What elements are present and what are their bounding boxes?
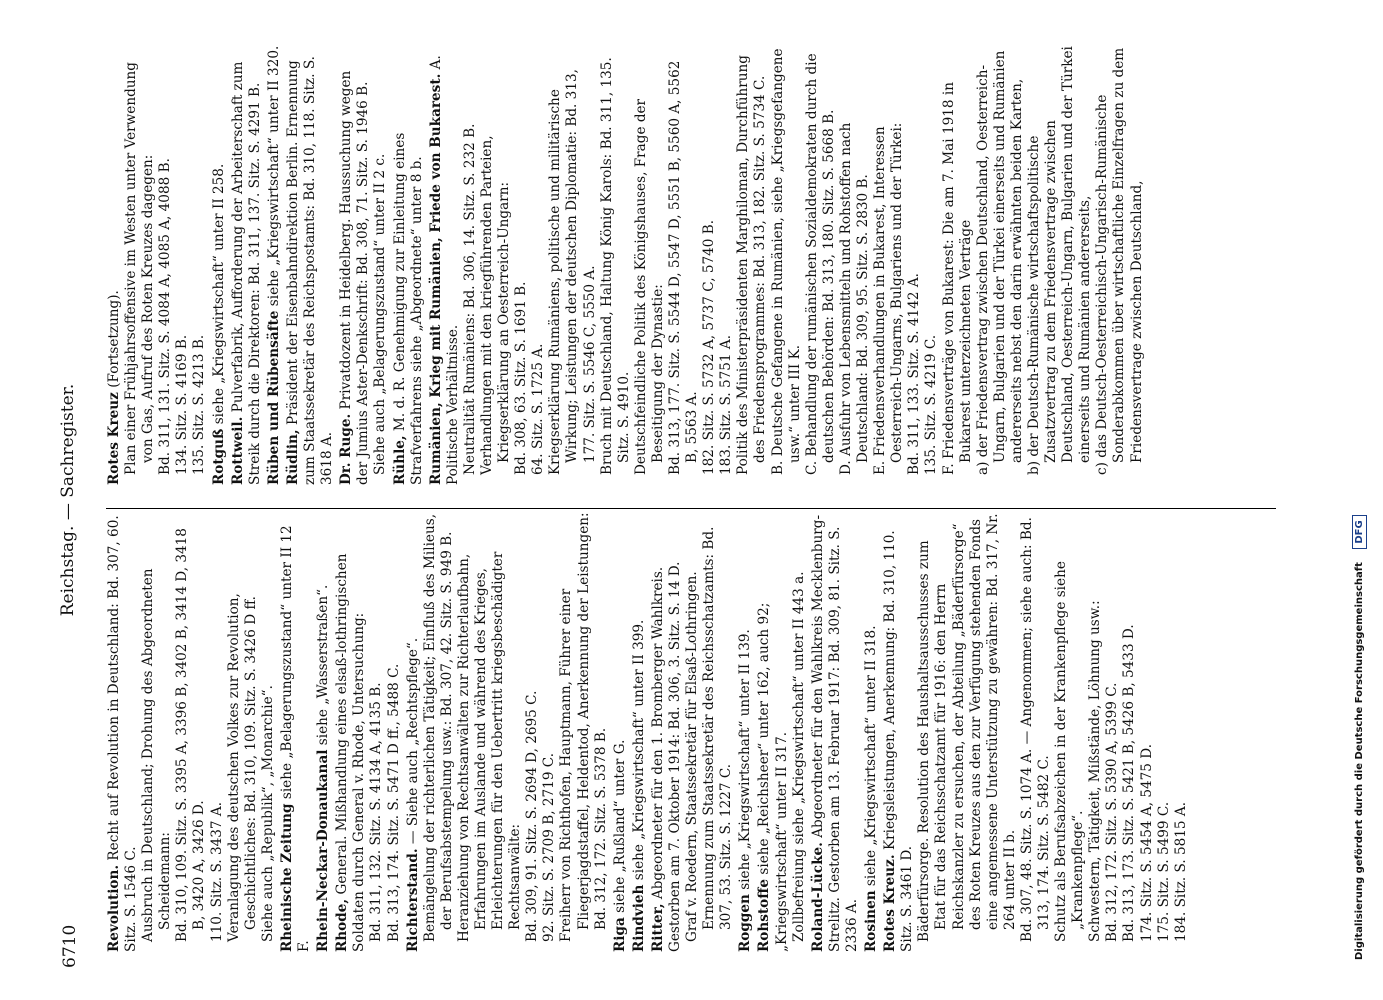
entry-line: Zollbefreiung siehe „Kriegswirtschaft“ unter II 443 a. bbox=[790, 571, 807, 942]
entry-line: Bd. 312, 172. Sitz. S. 5390 A, 5399 C. bbox=[1104, 682, 1121, 942]
entry-headword: Rüdlin, bbox=[284, 429, 301, 485]
entry-line: siehe „Kriegswirtschaft“ unter II 320. bbox=[265, 45, 282, 307]
entry-headword: Rheinische Zeitung bbox=[278, 803, 295, 952]
entry-line: 184. Sitz. S. 5815 A. bbox=[1172, 801, 1189, 942]
entry-headword: Richterstand. bbox=[404, 848, 421, 952]
entry-line: 174. Sitz. S. 5454 A, 5475 D. bbox=[1138, 743, 1155, 942]
entry-line: B. Deutsche Gefangene in Rumänien, siehe „Kriegsgefangene usw.“ unter III K. bbox=[769, 48, 803, 475]
entry-line: Veranlagung des deutschen Volkes zur Revolution, Geschichtliches: Bd. 310, 109. Sitz. S. 3426 D ff. bbox=[225, 593, 259, 942]
entry-line: C. Behandlung der rumänischen Sozialdemokraten durch die deutschen Behörden: Bd. 313, 180. Sitz. S. 5668 B. bbox=[803, 53, 837, 475]
dfg-logo: DFG bbox=[1352, 515, 1367, 548]
entry-line: siehe „Kriegswirtschaft“ unter II 258. bbox=[210, 163, 227, 425]
entry-line: Schwestern, Tätigkeit, Mißstände, Löhnung usw.: bbox=[1087, 600, 1104, 942]
entry-line: Bd. 311, 132. Sitz. S. 4134 A, 4135 B. bbox=[368, 682, 385, 942]
entry-line: Bd. 309, 91. Sitz. S. 2694 D, 2695 C. bbox=[524, 690, 541, 942]
entry-line: 135. Sitz. S. 4219 C. bbox=[923, 334, 940, 475]
index-entry bbox=[756, 512, 807, 952]
entry-headword: Rüben und Rübensäfte bbox=[265, 310, 282, 485]
entry-line: Freiherr von Richthofen, Hauptmann, Führer einer Fliegerjagdstaffel, Heldentod, Anerkennung der Leistungen: Bd. 312, 172. Sitz. S. 5378 B. bbox=[558, 512, 609, 942]
entry-headword: Dr. Ruge. bbox=[338, 413, 355, 485]
entry-line: Bemängelung der richterlichen Tätigkeit; Einfluß des Milieus, der Berufsabstempelung usw.: Bd. 307, 42. Sitz. S. 949 B. bbox=[421, 513, 455, 942]
entry-headword: Revolution. bbox=[106, 864, 122, 952]
entry-headword: Rottweil. bbox=[229, 416, 246, 485]
index-entry bbox=[882, 512, 1190, 952]
entry-headword: Rhode, bbox=[334, 898, 351, 952]
index-entry bbox=[737, 512, 754, 952]
index-entry bbox=[650, 512, 735, 952]
index-entry bbox=[315, 512, 332, 952]
entry-line: a) der Friedensvertrag zwischen Deutschland, Oesterreich-Ungarn, Bulgarien und der Türkei einerseits und Rumänien andererseits nebst den darin erwähnten beiden Karten, bbox=[974, 50, 1025, 475]
entry-line: Präsident der Eisenbahndirektion Berlin. Ernennung zum Staatssekretär des Reichspostamts: Bd. 310, 118. Sitz. S. 3618 A. bbox=[284, 56, 336, 485]
entry-line: Kriegsleistungen, Anerkennung: Bd. 310, 110. Sitz. S. 3461 D. bbox=[882, 530, 916, 952]
entry-line: Plan einer Frühjahrsoffensive im Westen unter Verwendung von Gas, Aufruf des Roten Kreuzes dagegen: bbox=[123, 61, 157, 475]
entry-line: Bd. 307, 48. Sitz. S. 1074 A. — Angenommen; siehe auch: Bd. 313, 174. Sitz. S. 5482 C. bbox=[1018, 517, 1052, 942]
entry-headword: Rindvieh bbox=[630, 884, 647, 952]
entry-line: Abgeordneter für den Wahlkreis Mecklenburg-Strelitz. Gestorben am 13. Februar 1917: Bd. 309, 81. Sitz. S. 2336 A. bbox=[809, 514, 860, 952]
index-entry bbox=[810, 512, 861, 952]
entry-line: Deutschfeindliche Politik des Königshauses, Frage der Beseitigung der Dynastie: bbox=[632, 98, 666, 475]
entry-line: Bd. 311, 131. Sitz. S. 4084 A, 4085 A, 4088 B. bbox=[157, 158, 174, 475]
column-divider bbox=[106, 508, 1276, 509]
entry-line: Politik des Ministerpräsidenten Marghiloman, Durchführung des Friedensprogrammes: Bd. 313, 182. Sitz. S. 5734 C. bbox=[735, 55, 769, 475]
entry-headword: Rhein-Neckar-Donaukanal bbox=[315, 749, 332, 952]
entry-line: siehe „Kriegswirtschaft“ unter II 399. bbox=[630, 619, 647, 881]
entry-line: Bd. 308, 63. Sitz. S. 1691 B. bbox=[513, 281, 530, 475]
entry-line: Kriegserklärung Rumäniens, politische und militärische Wirkung; Leistungen der deutschen Diplomatie: Bd. 313, 177. Sitz. S. 5546 C, 5550 A. bbox=[547, 69, 598, 475]
entry-line: D. Ausfuhr von Lebensmitteln und Rohstoffen nach Deutschland: Bd. 309, 95. Sitz. S. 2830 B. bbox=[837, 122, 872, 475]
entry-line: Graf v. Roedern, Staatssekretär für Elsaß-Lothringen. Ernennung zum Staatssekretär des Reichsschatzamts: Bd. 307, 53. Sitz. S. 1227 C. bbox=[684, 526, 735, 942]
index-entry bbox=[631, 512, 648, 952]
entry-line: Pulverfabrik, Aufforderung der Arbeiterschaft zum Streik durch die Direktoren: Bd. 311, 137. Sitz. S. 4291 B. bbox=[229, 61, 263, 485]
entry-line: b) der Deutsch-Rumänische wirtschaftspolitische Zusatzvertrag zu dem Friedensvertrage zwischen Deutschland, Oesterreich-Ungarn, Bulgarien und der Türkei einerseits und Rumänien andererseits, bbox=[1025, 46, 1094, 475]
entry-line: Neutralität Rumäniens: Bd. 306, 14. Sitz. S. 232 B. bbox=[461, 123, 478, 475]
entry-line: E. Friedensverhandlungen in Bukarest, Interessen Oesterreich-Ungarns, Bulgariens und der Türkei: bbox=[872, 122, 906, 475]
entry-line: M. d. R. Genehmigung zur Einleitung eines Strafverfahrens siehe „Abgeordnete“ unter 8 b. bbox=[391, 132, 425, 485]
running-title: Reichstag. — Sachregister. bbox=[58, 383, 78, 617]
entry-line: — Siehe auch „Rechtspflege“. bbox=[404, 637, 421, 845]
entry-headword: Rumänien, Krieg mit Rumänien, Friede von Bukarest. bbox=[427, 73, 444, 485]
entry-line: siehe „Kriegswirtschaft“ unter II 318. bbox=[863, 625, 880, 887]
entry-line: c) das Deutsch-Oesterreichisch-Ungarisch-Rumänische Sonderabkommen über wirtschaftliche Einzelfragen zu dem Friedensvertrage zwischen Deutschland, bbox=[1094, 47, 1145, 475]
entry-line: Verhandlungen mit den kriegführenden Parteien, Kriegserklärung an Oesterreich-Ungarn: bbox=[478, 135, 513, 475]
entry-line: Privatdozent in Heidelberg. Haussuchung wegen der Jumius Aster-Denkschrift: Bd. 308, 71. Sitz. S. 1946 B. bbox=[338, 70, 372, 485]
entry-line: 134. Sitz. S. 4169 B. bbox=[174, 334, 191, 475]
right-column bbox=[106, 45, 1148, 485]
index-entry bbox=[285, 45, 336, 485]
index-entry bbox=[279, 512, 313, 952]
index-entry bbox=[392, 45, 426, 485]
entry-line: A. Politische Verhältnisse. bbox=[427, 55, 461, 485]
entry-line: 64. Sitz. S. 1725 A. bbox=[530, 343, 547, 475]
entry-headword: Roland-Lücke. bbox=[809, 842, 826, 952]
entry-line: Bd. 310, 109. Sitz. S. 3395 A, 3396 B, 3402 B, 3414 D, 3418 B, 3420 A, 3426 D. bbox=[174, 528, 208, 942]
entry-headword: Rühle, bbox=[391, 435, 408, 485]
entry-line: 175. Sitz. S. 5499 C. bbox=[1155, 801, 1172, 942]
digitization-footer bbox=[1352, 0, 1367, 960]
index-entry bbox=[612, 512, 629, 952]
funding-note: Digitalisierung gefördert durch die Deutsche Forschungsgemeinschaft bbox=[1354, 562, 1365, 960]
entry-line: 110. Sitz. S. 3437 A. bbox=[208, 801, 225, 942]
entry-line: 183. Sitz. S. 5751 A. bbox=[718, 334, 735, 475]
entry-line: Recht auf Revolution in Deutschland: Bd. 307, 60. Sitz. S. 1546 C. bbox=[106, 515, 140, 952]
entry-headword: Riga bbox=[611, 917, 628, 952]
index-entry bbox=[266, 45, 283, 485]
entry-line: Bäderfürsorge. Resolution des Haushaltsausschusses zum Etat für das Reichsschatzamt für 1916: den Herrn Reichskanzler zu ersuchen, der Abteilung „Bäderfürsorge“ des Roten Kreuzes aus den zur Verfügung stehenden Fonds eine angemessene Unterstützung zu gewähren: Bd. 317, Nr. 264 unter II b. bbox=[916, 513, 1018, 942]
page-header bbox=[0, 0, 100, 1000]
entry-line: (Fortsetzung). bbox=[106, 290, 122, 388]
entry-line: 135. Sitz. S. 4213 B. bbox=[191, 334, 208, 475]
index-entry bbox=[230, 45, 264, 485]
entry-headword: Ritter, bbox=[649, 903, 666, 952]
entry-line: Bd. 313, 173. Sitz. S. 5421 B, 5426 B, 5433 D. bbox=[1121, 624, 1138, 942]
entry-line: Ausbruch in Deutschland; Drohung des Abgeordneten Scheidemann: bbox=[140, 568, 174, 942]
index-entry bbox=[106, 512, 277, 952]
entry-headword: Rotguß bbox=[210, 428, 227, 485]
page-number: 6710 bbox=[60, 924, 80, 968]
entry-line: Bruch mit Deutschland, Haltung König Karols: Bd. 311, 135. Sitz. S. 4910. bbox=[598, 57, 632, 475]
entry-headword: Roggen bbox=[737, 894, 754, 952]
entry-line: F. Friedensverträge von Bukarest: Die am 7. Mai 1918 in Bukarest unterzeichneten Verträge bbox=[940, 82, 974, 475]
entry-line: siehe „Wasserstraßen“. bbox=[315, 584, 332, 746]
index-entry bbox=[334, 512, 402, 952]
entry-headword: Rotes Kreuz bbox=[106, 392, 122, 485]
entry-line: Bd. 313, 177. Sitz. S. 5544 D, 5547 D, 5551 B, 5560 A, 5562 B, 5563 A. bbox=[667, 60, 701, 475]
entry-headword: Rohstoffe bbox=[756, 878, 773, 952]
entry-line: siehe „Belagerungszustand“ unter II 12 F. bbox=[278, 525, 313, 952]
entry-line: General. Mißhandlung eines elsaß-lothringischen Soldaten durch General v. Rhode, Untersuchung: bbox=[334, 553, 368, 952]
entry-line: Bd. 311, 133. Sitz. S. 4142 A. bbox=[906, 273, 923, 475]
index-entry bbox=[863, 512, 880, 952]
entry-line: Bd. 313, 174. Sitz. S. 5471 D ff., 5488 C. bbox=[385, 663, 402, 942]
entry-headword: Rosinen bbox=[863, 890, 880, 952]
index-entry bbox=[338, 45, 389, 485]
entry-line: 92. Sitz. S. 2709 B, 2719 C. bbox=[541, 752, 558, 942]
entry-line: siehe „Reichsheer“ unter 162, auch 92; „Kriegswirtschaft“ unter II 317. bbox=[756, 602, 790, 952]
left-column bbox=[106, 512, 1192, 952]
entry-line: Heranziehung von Rechtsanwälten zur Richterlaufbahn, Erfahrungen im Auslande und während des Krieges, Erleichterungen für den Uebertritt kriegsbeschädigter Rechtsanwälte: bbox=[455, 551, 524, 942]
entry-line: Schutz als Berufsabzeichen in der Krankenpflege siehe „Krankenpflege“. bbox=[1053, 561, 1087, 942]
index-entry bbox=[405, 512, 610, 952]
entry-line: Abgeordneter für den 1. Bromberger Wahlkreis. Gestorben am 7. Oktober 1914: Bd. 306, 3. Sitz. S. 14 D. bbox=[649, 561, 683, 952]
entry-line: siehe „Kriegswirtschaft“ unter II 139. bbox=[737, 629, 754, 890]
entry-line: Siehe auch „Republik“, „Monarchie“. bbox=[259, 685, 276, 942]
entry-line: 182. Sitz. S. 5732 A, 5737 C, 5740 B. bbox=[701, 219, 718, 475]
index-entry bbox=[211, 45, 228, 485]
entry-line: Siehe auch „Belagerungszustand“ unter II 2 c. bbox=[372, 153, 389, 475]
index-entry bbox=[428, 45, 1146, 485]
entry-line: siehe „Rußland“ unter G. bbox=[611, 739, 628, 913]
entry-headword: Rotes Kreuz. bbox=[882, 854, 899, 952]
index-entry bbox=[106, 45, 209, 485]
